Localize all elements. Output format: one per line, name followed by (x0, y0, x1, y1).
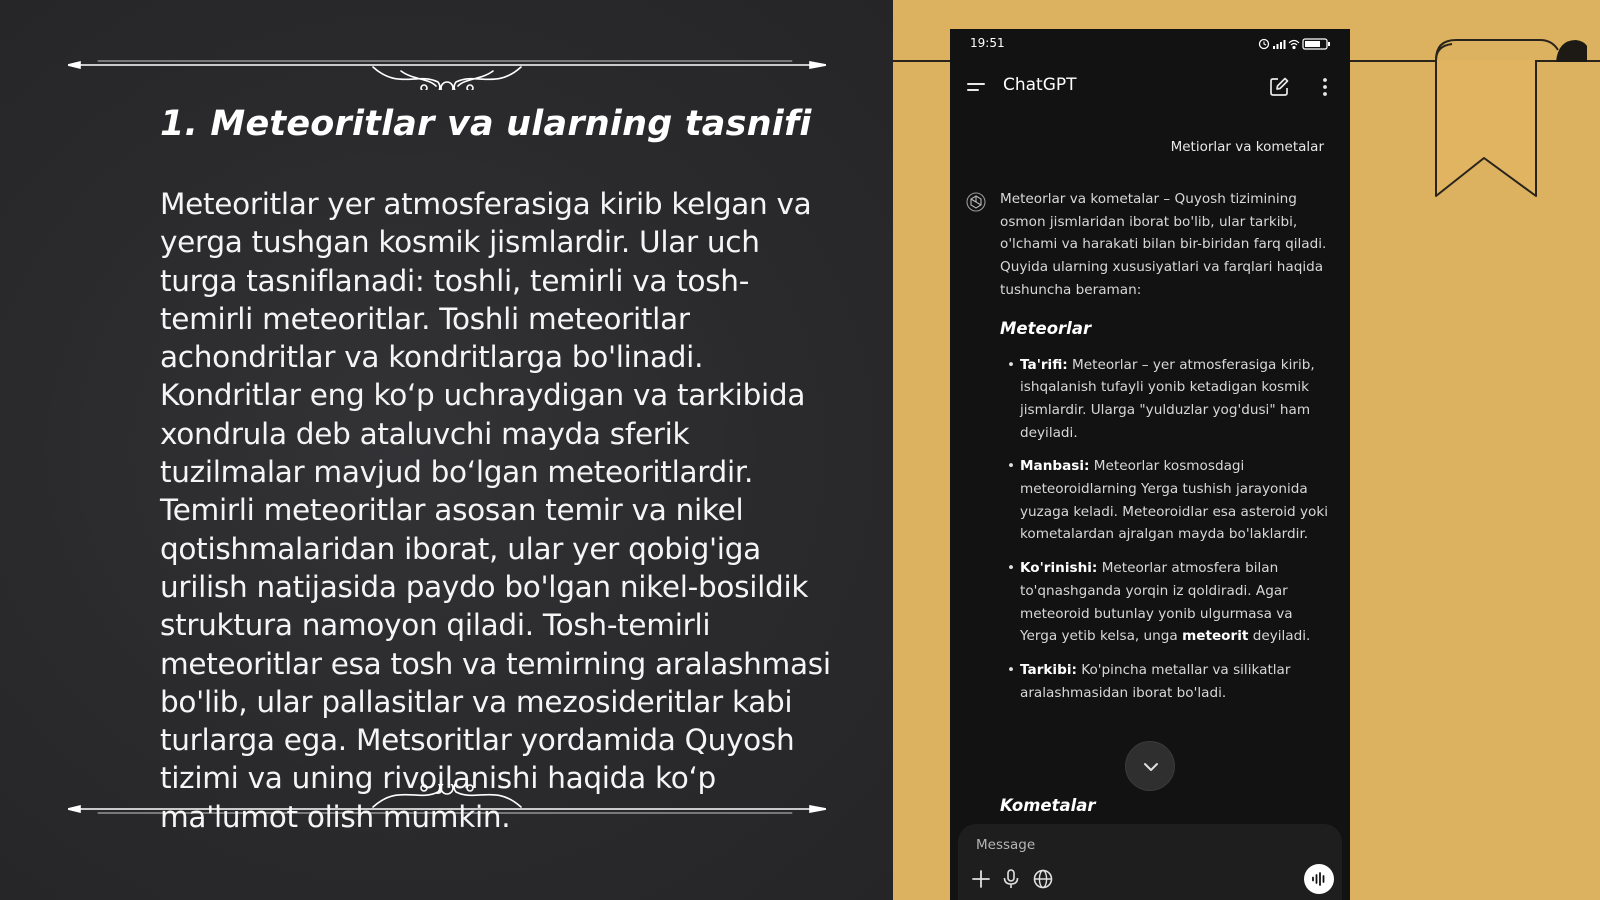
assistant-answer (1000, 188, 1330, 715)
chatgpt-logo-icon (966, 192, 986, 212)
bullet-term: Ta'rifi: (1020, 356, 1068, 373)
bullet-term: Manbasi: (1020, 458, 1090, 475)
status-icons (1258, 35, 1336, 51)
bullet-term: Tarkibi: (1020, 661, 1077, 678)
chevron-down-icon (1143, 760, 1159, 774)
app-bar (950, 65, 1350, 109)
wifi-icon (1289, 41, 1299, 49)
section-heading-kometalar: Kometalar (1000, 796, 1096, 815)
microphone-icon[interactable] (1000, 868, 1022, 890)
new-chat-icon[interactable] (1268, 76, 1290, 98)
slide-body-text: Meteoritlar yer atmosferasiga kirib kelgan va yerga tushgan kosmik jismlardir. Ular uch turga tasniflanadi: toshli, temirli va tosh-temirli meteoritlar. Toshli meteoritlar achondritlar va kondritlarga bo'linadi. Kondritlar eng ko‘p uchraydigan va tarkibida xondrula deb ataluvchi mayda sferik tuzilmalar mavjud bo‘lgan meteoritlardir. Temirli meteoritlar asosan temir va nikel qotishmalaridan iborat, ular yer qobig'iga urilish natijasida paydo bo'lgan nikel-bosildik struktura namoyon qiladi. Tosh-temirli meteoritlar esa tosh va temirning aralashmasi bo'lib, ular pallasitlar va mezosideritlar kabi turlarga ega. Metsoritlar yordamida Quyosh tizimi va uning rivojlanishi haqida ko‘p ma'lumot olish mumkin. (160, 187, 831, 834)
bullet-text: Ko'pincha metallar va silikatlar aralashmasidan iborat bo'ladi. (1020, 661, 1291, 701)
bullet-text: Meteorlar atmosfera bilan to'qnashganda yorqin iz qoldiradi. Agar meteoroid butunlay yonib ulgurmasa va Yerga yetib kelsa, unga (1020, 560, 1293, 645)
plus-icon[interactable] (970, 868, 992, 890)
voice-mode-button[interactable] (1304, 864, 1334, 894)
phone-screenshot (950, 29, 1350, 900)
bullet-text: deyiladi. (1248, 628, 1311, 645)
more-options-icon[interactable] (1314, 76, 1336, 98)
message-composer (958, 824, 1342, 900)
bullet-emphasis: meteorit (1182, 628, 1249, 645)
bullet-text: Meteorlar kosmosdagi meteoroidlarning Yerga tushish jarayonida yuzaga keladi. Meteoroidlar esa asteroid yoki kometalardan ajralgan mayda bo'laklardir. (1020, 458, 1328, 543)
status-time: 19:51 (970, 36, 1005, 50)
menu-icon[interactable] (966, 77, 988, 97)
app-title: ChatGPT (1003, 75, 1077, 95)
battery-icon (1303, 39, 1330, 49)
bottom-ornament-divider (68, 784, 826, 834)
message-input[interactable] (976, 832, 1276, 858)
answer-bullet-manbasi (1000, 455, 1330, 546)
bookmark-decoration (1432, 36, 1587, 201)
bullet-term: Ko'rinishi: (1020, 560, 1098, 577)
signal-icon (1273, 40, 1286, 49)
globe-icon[interactable] (1032, 868, 1054, 890)
top-ornament-divider (68, 40, 826, 90)
gold-divider-line-left (893, 60, 950, 62)
answer-bullet-korinishi (1000, 557, 1330, 648)
section-heading-meteorlar: Meteorlar (1000, 318, 1092, 338)
answer-bullet-tarifi (1000, 354, 1330, 445)
alarm-icon (1260, 40, 1269, 49)
voice-mode-icon (1311, 871, 1327, 887)
scroll-down-button[interactable] (1125, 741, 1175, 791)
user-message: Metiorlar va kometalar (1170, 139, 1324, 155)
answer-bullet-tarkibi (1000, 659, 1330, 704)
status-bar (950, 29, 1350, 57)
answer-intro: Meteorlar va kometalar – Quyosh tizimining osmon jismlaridan iborat bo'lib, ular tarkibi, o'lchami va harakati bilan bir-biridan farq qiladi. Quyida ularning xususiyatlari va farqlari haqida tushuncha beraman: (1000, 191, 1327, 298)
slide-title: 1. Meteoritlar va ularning tasnifi (160, 104, 812, 144)
bullet-text: Meteorlar – yer atmosferasiga kirib, ishqalanish tufayli yonib ketadigan kosmik jismlardir. Ularga "yulduzlar yog'dusi" ham deyiladi. (1020, 356, 1315, 441)
